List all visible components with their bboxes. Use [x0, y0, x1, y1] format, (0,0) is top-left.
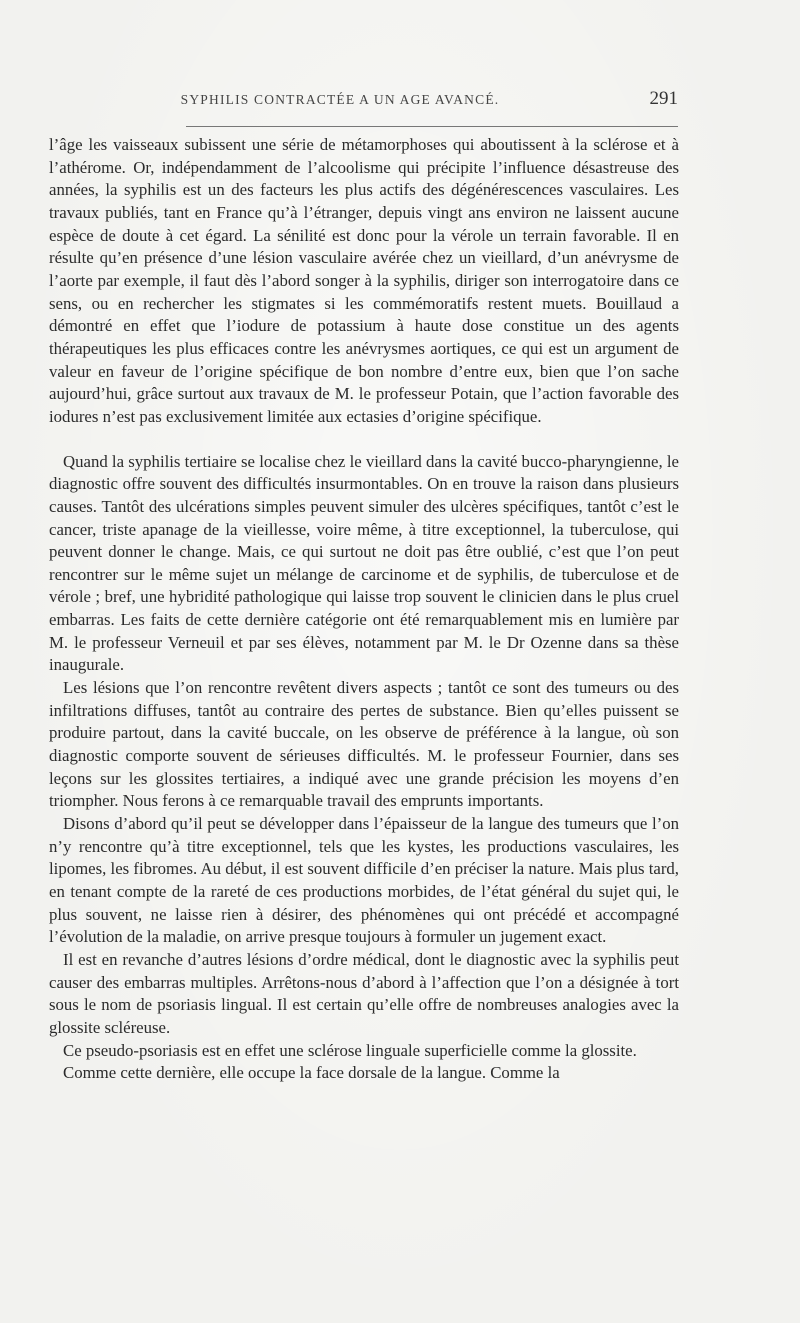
- header-rule: [186, 126, 678, 127]
- paragraph-lesion-aspects: Les lésions que l’on rencontre revêtent divers aspects ; tantôt ce sont des tumeurs ou des infiltrations diffuses, tantôt au contraire des pertes de substance. Bien qu’elles puissent se produire partout, dans la cavité buccale, on les observe de préférence à la langue, où son diagnostic comporte souvent de sérieuses difficultés. M. le professeur Fournier, dans ses leçons sur les glossites tertiaires, a indiqué avec une grande précision les moyens d’en triompher. Nous ferons à ce remarquable travail des emprunts importants.: [49, 678, 679, 811]
- paragraph-vascular-lesions: l’âge les vaisseaux subissent une série de métamorphoses qui aboutissent à la sclérose et à l’athérome. Or, indépendamment de l’alcoolisme qui précipite l’influence désastreuse des années, la syphilis est un des facteurs les plus actifs des dégénérescences vasculaires. Les travaux publiés, tant en France qu’à l’étranger, depuis vingt ans environ ne laissent aucune espèce de doute à cet égard. La sénilité est donc pour la vérole un terrain favorable. Il en résulte qu’en présence d’une lésion vasculaire avérée chez un vieillard, d’un anévrysme de l’aorte par exemple, il faut dès l’abord songer à la syphilis, diriger son interrogatoire dans ce sens, ou en rechercher les stigmates si les commémoratifs restent muets. Bouillaud a démontré en effet que l’iodure de potassium à haute dose constitue un des agents thérapeutiques les plus efficaces contre les anévrysmes aortiques, ce qui est un argument de valeur en faveur de l’origine spécifique de bon nombre d’entre eux, bien que l’on sache aujourd’hui, grâce surtout aux travaux de M. le professeur Potain, que l’action favorable des iodures n’est pas exclusivement limitée aux ectasies d’origine spécifique.: [49, 135, 679, 426]
- paragraph-buccal-syphilis: Quand la syphilis tertiaire se localise chez le vieillard dans la cavité bucco-pharyngienne, le diagnostic offre souvent des difficultés insurmontables. On en trouve la raison dans plusieurs causes. Tantôt des ulcérations simples peuvent simuler des ulcères spécifiques, tantôt c’est le cancer, triste apanage de la vieillesse, voire même, à titre exceptionnel, la tuberculose, qui peuvent donner le change. Mais, ce qui surtout ne doit pas être oublié, c’est que l’on peut rencontrer sur le même sujet un mélange de carcinome et de syphilis, de tuberculose et de vérole ; bref, une hybridité pathologique qui laisse trop souvent le clinicien dans le plus cruel embarras. Les faits de cette dernière catégorie ont été remarquablement mis en lumière par M. le professeur Verneuil et par ses élèves, notamment par M. le Dr Ozenne dans sa thèse inaugurale.: [49, 451, 679, 675]
- paragraph-lingual-psoriasis: Il est en revanche d’autres lésions d’ordre médical, dont le diagnostic avec la syphilis peut causer des embarras multiples. Arrêtons-nous d’abord à l’affection que l’on a désignée à tort sous le nom de psoriasis lingual. Il est certain qu’elle offre de nombreuses analogies avec la glossite scléreuse.: [49, 949, 679, 1037]
- paragraph-dorsal-face: Comme cette dernière, elle occupe la face dorsale de la langue. Comme la: [63, 1063, 560, 1083]
- page-number: 291: [649, 88, 678, 109]
- running-header: [50, 88, 678, 112]
- paragraph-pseudo-psoriasis: Ce pseudo-psoriasis est en effet une sclérose linguale superficielle comme la glossite.: [63, 1040, 637, 1060]
- paragraph-tongue-tumors: Disons d’abord qu’il peut se développer dans l’épaisseur de la langue des tumeurs que l’on n’y rencontre qu’à titre exceptionnel, tels que les kystes, les productions vasculaires, les lipomes, les fibromes. Au début, il est souvent difficile d’en préciser la nature. Mais plus tard, en tenant compte de la rareté de ces productions morbides, de l’état général du sujet qui, le plus souvent, ne laisse rien à désirer, des phénomènes qui ont précédé et accompagné l’évolution de la maladie, on arrive presque toujours à formuler un jugement exact.: [49, 814, 679, 947]
- body-text: [49, 134, 679, 1085]
- running-title: SYPHILIS CONTRACTÉE A UN AGE AVANCÉ.: [180, 92, 500, 107]
